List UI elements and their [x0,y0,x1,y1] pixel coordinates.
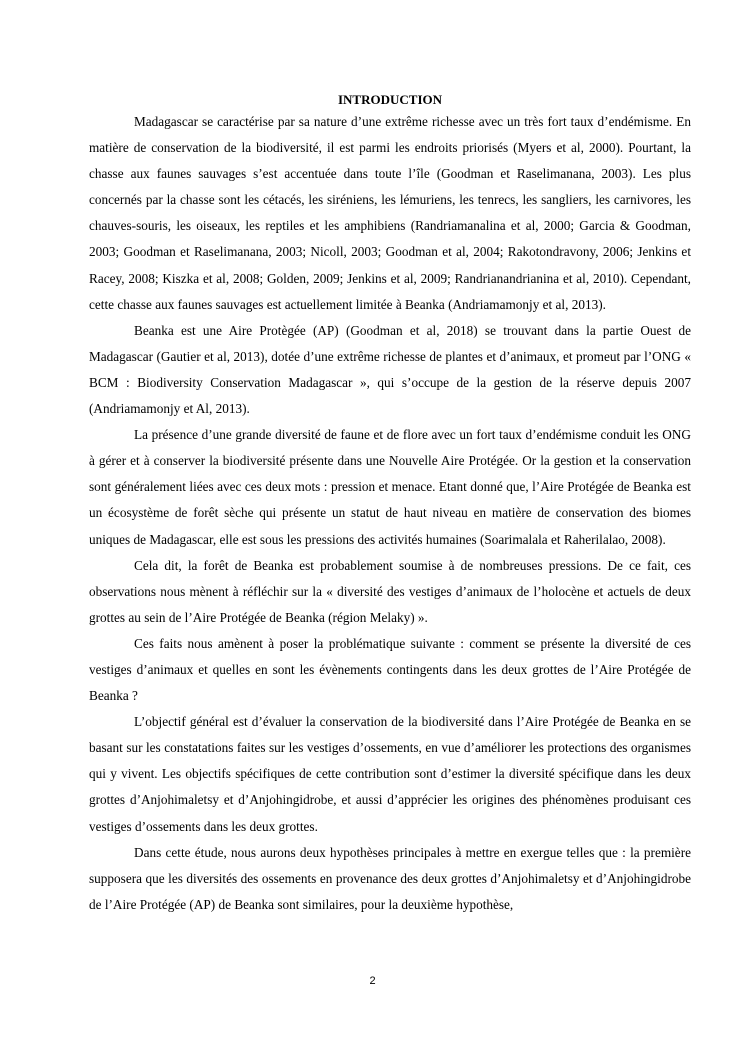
page-number: 2 [369,975,376,987]
paragraph-pressures: La présence d’une grande diversité de faune et de flore avec un fort taux d’endémisme conduit les ONG à gérer et à conserver la biodiversité présente dans une Nouvelle Aire Protégée. Or la gestion et la conservation sont généralement liées avec ces deux mots : pression et menace. Etant donné que, l’Aire Protégée de Beanka est un écosystème de forêt sèche qui présente un statut de haut niveau en matière de conservation des biomes uniques de Madagascar, elle est sous les pressions des activités humaines (Soarimalala et Raherilalao, 2008). [89,427,691,547]
paragraph-observations: Cela dit, la forêt de Beanka est probablement soumise à de nombreuses pressions. De ce fait, ces observations nous mènent à réfléchir sur la « diversité des vestiges d’animaux de l’holocène et actuels de deux grottes au sein de l’Aire Protégée de Beanka (région Melaky) ». [89,557,691,625]
paragraph-problem-statement: Ces faits nous amènent à poser la problématique suivante : comment se présente la diversité de ces vestiges d’animaux et quelles en sont les évènements contingents dans les deux grottes de l’Aire Protégée de Beanka ? [89,635,691,704]
paragraph-hypotheses: Dans cette étude, nous aurons deux hypothèses principales à mettre en exergue telles que : la première supposera que les diversités des ossements en provenance des deux grottes d’Anjohimaletsy et d’Anjohingidrobe de l’Aire Protégée (AP) de Beanka sont similaires, pour la deuxième hypothèse, [89,844,691,912]
paragraph-beanka: Beanka est une Aire Protègée (AP) (Goodman et al, 2018) se trouvant dans la partie Ouest de Madagascar (Gautier et al, 2013), dotée d’une extrême richesse de plantes et d’animaux, et promeut par l’ONG « BCM : Biodiversity Conservation Madagascar », qui s’occupe de la gestion de la réserve depuis 2007 (Andriamamonjy et Al, 2013). [89,322,691,417]
body-text [89,109,691,918]
page-title: INTRODUCTION [337,92,442,107]
paragraph-objectives: L’objectif général est d’évaluer la conservation de la biodiversité dans l’Aire Protégée de Beanka en se basant sur les constatations faites sur les vestiges d’ossements, en vue d’améliorer les protections des organismes qui y vivent. Les objectifs spécifiques de cette contribution sont d’estimer la diversité spécifique dans les deux grottes d’Anjohimaletsy et d’Anjohingidrobe, et aussi d’apprécier les origines des phénomènes produisant ces vestiges d’ossements dans les deux grottes. [89,714,691,834]
paragraph-context: Madagascar se caractérise par sa nature d’une extrême richesse avec un très fort taux d’endémisme. En matière de conservation de la biodiversité, il est parmi les endroits priorisés (Myers et al, 2000). Pourtant, la chasse aux faunes sauvages s’est accentuée dans toute l’île (Goodman et Raselimanana, 2003). Les plus concernés par la chasse sont les cétacés, les siréniens, les lémuriens, les tenrecs, les sangliers, les carnivores, les chauves-souris, les oiseaux, les reptiles et les amphibiens (Randriamanalina et al, 2000; Garcia & Goodman, 2003; Goodman et Raselimanana, 2003; Nicoll, 2003; Goodman et al, 2004; Rakotondravony, 2006; Jenkins et Racey, 2008; Kiszka et al, 2008; Golden, 2009; Jenkins et al, 2009; Randrianandrianina et al, 2010). Cependant, cette chasse aux faunes sauvages est actuellement limitée à Beanka (Andriamamonjy et al, 2013). [89,114,691,312]
